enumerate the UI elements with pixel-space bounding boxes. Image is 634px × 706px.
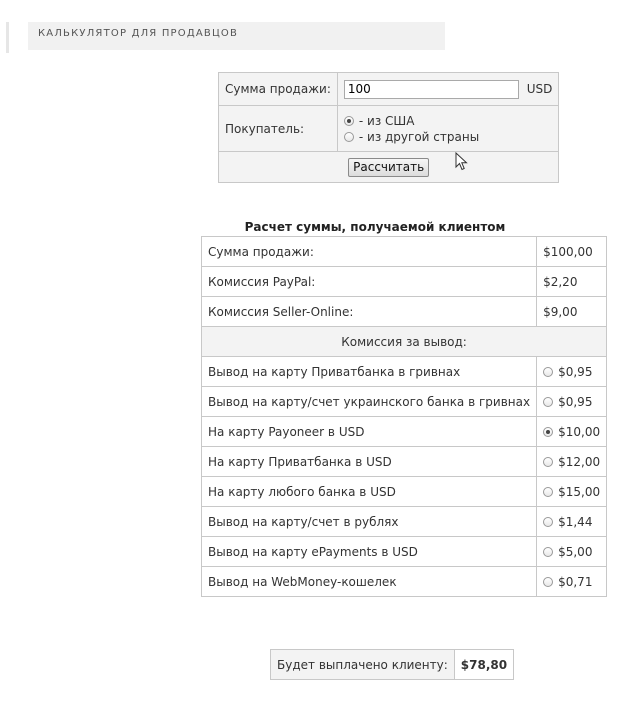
withdraw-option-value: $0,95 bbox=[558, 364, 593, 379]
withdraw-radio[interactable] bbox=[543, 367, 553, 377]
mouse-cursor-icon bbox=[455, 152, 469, 172]
row-label: Комиссия Seller-Online: bbox=[202, 297, 537, 327]
withdraw-option-label: Вывод на карту ePayments в USD bbox=[202, 537, 537, 567]
withdraw-option-value: $0,71 bbox=[558, 574, 593, 589]
table-row bbox=[202, 237, 607, 267]
currency-label: USD bbox=[526, 82, 553, 96]
calculate-button[interactable]: Рассчитать bbox=[348, 158, 429, 177]
withdraw-option-label: Вывод на карту/счет в рублях bbox=[202, 507, 537, 537]
buyer-option-usa[interactable] bbox=[344, 113, 552, 129]
sum-label: Сумма продажи: bbox=[219, 73, 338, 106]
result-title: Расчет суммы, получаемой клиентом bbox=[244, 220, 506, 234]
withdraw-option-label: Вывод на WebMoney-кошелек bbox=[202, 567, 537, 597]
withdraw-radio[interactable] bbox=[543, 427, 553, 437]
withdraw-option-value: $10,00 bbox=[558, 424, 601, 439]
withdraw-option-row[interactable] bbox=[202, 417, 607, 447]
table-row bbox=[202, 327, 607, 357]
withdraw-option-row[interactable] bbox=[202, 567, 607, 597]
withdraw-radio[interactable] bbox=[543, 517, 553, 527]
header-bar bbox=[28, 22, 445, 50]
buyer-option-other-label: - из другой страны bbox=[358, 129, 480, 144]
withdraw-option-label: На карту любого банка в USD bbox=[202, 477, 537, 507]
withdraw-option-row[interactable] bbox=[202, 357, 607, 387]
withdraw-option-row[interactable] bbox=[202, 537, 607, 567]
row-value: $2,20 bbox=[537, 267, 607, 297]
withdraw-option-label: На карту Приватбанка в USD bbox=[202, 447, 537, 477]
withdraw-radio[interactable] bbox=[543, 547, 553, 557]
row-value: $9,00 bbox=[537, 297, 607, 327]
withdraw-option-value: $5,00 bbox=[558, 544, 593, 559]
buyer-option-other[interactable] bbox=[344, 129, 552, 145]
result-table bbox=[201, 236, 607, 597]
withdraw-header: Комиссия за вывод: bbox=[202, 327, 607, 357]
sum-input[interactable] bbox=[344, 80, 519, 99]
radio-other-country[interactable] bbox=[344, 132, 354, 142]
row-value: $100,00 bbox=[537, 237, 607, 267]
withdraw-option-label: Вывод на карту Приватбанка в гривнах bbox=[202, 357, 537, 387]
withdraw-option-label: Вывод на карту/счет украинского банка в гривнах bbox=[202, 387, 537, 417]
row-label: Комиссия PayPal: bbox=[202, 267, 537, 297]
withdraw-option-label: На карту Payoneer в USD bbox=[202, 417, 537, 447]
header-accent bbox=[6, 22, 9, 53]
withdraw-option-value: $15,00 bbox=[558, 484, 601, 499]
buyer-option-usa-label: - из США bbox=[358, 113, 415, 128]
radio-usa[interactable] bbox=[344, 116, 354, 126]
row-label: Сумма продажи: bbox=[202, 237, 537, 267]
calculator-form bbox=[218, 72, 559, 183]
withdraw-option-row[interactable] bbox=[202, 447, 607, 477]
withdraw-radio[interactable] bbox=[543, 457, 553, 467]
withdraw-option-row[interactable] bbox=[202, 477, 607, 507]
withdraw-option-value: $0,95 bbox=[558, 394, 593, 409]
withdraw-radio[interactable] bbox=[543, 487, 553, 497]
total-amount: $78,80 bbox=[454, 650, 513, 680]
button-cell bbox=[219, 152, 559, 183]
withdraw-radio[interactable] bbox=[543, 577, 553, 587]
table-row bbox=[202, 267, 607, 297]
sum-input-cell bbox=[337, 73, 558, 106]
withdraw-option-value: $1,44 bbox=[558, 514, 593, 529]
withdraw-option-value: $12,00 bbox=[558, 454, 601, 469]
buyer-options bbox=[337, 106, 558, 152]
total-table bbox=[270, 649, 514, 680]
total-label: Будет выплачено клиенту: bbox=[271, 650, 455, 680]
table-row bbox=[202, 297, 607, 327]
withdraw-radio[interactable] bbox=[543, 397, 553, 407]
buyer-label: Покупатель: bbox=[219, 106, 338, 152]
withdraw-option-row[interactable] bbox=[202, 507, 607, 537]
page-title: КАЛЬКУЛЯТОР ДЛЯ ПРОДАВЦОВ bbox=[38, 28, 239, 39]
withdraw-option-row[interactable] bbox=[202, 387, 607, 417]
